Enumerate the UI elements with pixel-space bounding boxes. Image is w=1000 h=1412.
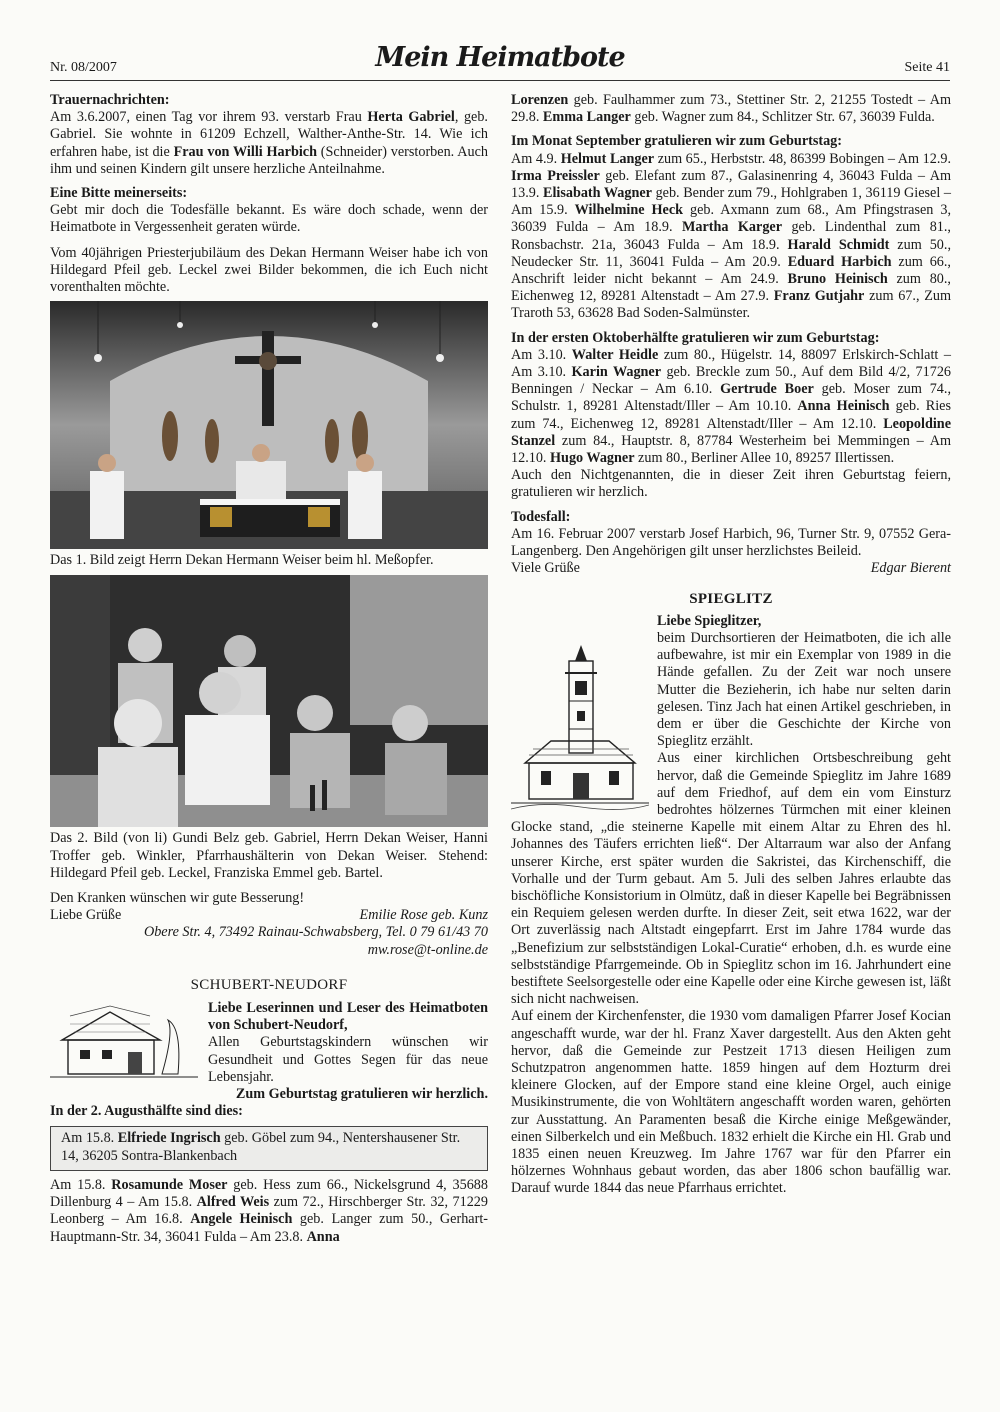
spieglitz-article (511, 613, 951, 1198)
highlight-box (50, 1126, 488, 1170)
tower-sketch-icon (511, 641, 649, 811)
farmhouse-sketch-icon (50, 1002, 198, 1084)
greeting: Liebe Grüße (50, 907, 122, 924)
group-photo-drawing (50, 575, 488, 827)
right-column (511, 92, 951, 1198)
text-september-list: Am 4.9. Helmut Langer zum 65., Herbststr. 48, 86399 Bobingen – Am 12.9. Irma Preissler geb. Elefant zum 87., Galasinenring 4, 36043 Fulda – Am 13.9. Elisabath Wagner geb. Bender zum 79., Hohlgraben 1, 36119 Giesel – Am 15.9. Wilhelmine Heck geb. Axmann zum 68., Am Pfingstrasen 3, 36039 Fulda – Am 18.9. Martha Karger geb. Lindenthal zum 81., Ronsbachstr. 21a, 36043 Fulda – Am 18.9. Harald Schmidt zum 50., Neudecker Str. 11, 36041 Fulda – Am 20.9. Eduard Harbich zum 66., Anschrift leider nicht bekannt – Am 24.9. Bruno Heinisch zum 80., Eichenweg 12, 89281 Altenstadt – Am 27.9. Franz Gutjahr zum 67., Zum Traroth 53, 63628 Bad Soden-Salmünster. (511, 150, 952, 322)
heading-september: Im Monat September gratulieren wir zum Geburtstag: (511, 133, 842, 150)
signature-address: Obere Str. 4, 73492 Rainau-Schwabsberg, Tel. 0 79 61/43 70 (143, 924, 488, 941)
page-number: Seite 41 (904, 60, 950, 75)
issue-number: Nr. 08/2007 (50, 60, 117, 75)
heading-oktober: In der ersten Oktoberhälfte gratulieren wir zum Geburtstag: (511, 329, 880, 346)
heading-august: In der 2. Augusthälfte sind dies: (50, 1103, 243, 1120)
signature-right: Edgar Bierent (870, 560, 951, 577)
section-title-schubert: SCHUBERT-NEUDORF (190, 976, 348, 993)
heading-bitte: Eine Bitte meinerseits: (50, 185, 188, 202)
greeting-right: Viele Grüße (511, 560, 580, 577)
spieglitz-para-1: beim Durchsortieren der Heimatboten, die ich alle aufbewahre, ist mir ein Exemplar von 1989 in die Hände gefallen. Zu der Zeit war noch unsere Mutter die Bezieherin, ich habe nur selten darin gelesen. Tinz Jach hat einen Artikel geschrieben, in dem er über die Geschichte der Kirche von Spieglitz erzählt. (657, 629, 951, 750)
text-todesfall: Am 16. Februar 2007 verstarb Josef Harbich, 96, Turner Str. 9, 07552 Gera-Langenberg. Den Angehörigen gilt unser herzlichstes Beileid. (511, 525, 951, 560)
box-text: Am 15.8. Elfriede Ingrisch geb. Göbel zum 94., Nentershausener Str. 14, 36205 Sontra-Blankenbach (61, 1130, 461, 1164)
heading-todesfall: Todesfall: (511, 508, 571, 525)
schubert-text: Allen Geburtstagskindern wünschen wir Gesundheit und Gottes Segen für das neue Lebensjahr. (208, 1034, 488, 1085)
church-photo-drawing (50, 301, 488, 549)
schubert-congrats: Zum Geburtstag gratulieren wir herzlich. (235, 1086, 488, 1103)
text-jubilaeum: Vom 40jährigen Priesterjubiläum des Dekan Hermann Weiser habe ich von Hildegard Pfeil geb. Leckel zwei Bilder bekommen, die ich Euch nicht vorenthalten möchte. (50, 244, 488, 296)
photo-group (50, 575, 488, 827)
heading-trauer: Trauernachrichten: (50, 92, 170, 108)
photo-church-altar (50, 301, 488, 549)
spieglitz-para-2: Aus einer kirchlichen Ortsbeschreibung geht hervor, daß die Gemeinde Spieglitz im Jahre 1689 auf dem Friedhof, auf dem ein vom Einsturz bedrohtes hölzernes Türmchen mit einer kleinen Glocke stand, „die steinerne Kapelle mit einem Altar zu Ehren des hl. Johannes des Täufers errichten ließ“. Der Altarraum war also der Anfang unserer Kirche, erst später wurden die Sakristei, das Kirchenschiff, die Vorhalle und der Turm gebaut. Am 5. Juli des selben Jahres erlaubte das bischöfliche Konsistorium in Olmütz, daß in dieser Kapelle bei Begräbnissen ein Requiem gelesen werden durfte. In dieser Zeit, seit etwa 1622, war der Ort zuverlässig nach Altstadt eingepfarrt. Erst im Jahre 1784 wurde das „Benefizium zur selbstständigen Lokal-Curatie“ erhoben, d.h. es wurde eine selbstständige Pfarrgemeinde. Ob in Spieglitz schon im 16. Jahrhundert eine bestiftete Seelsorgestelle oder eine Kapelle oder eine Kirche gewesen ist, läßt sich nicht nachweisen. (511, 750, 951, 1008)
text-oktober-list: Am 3.10. Walter Heidle zum 80., Hügelstr. 14, 88097 Erlskirch-Schlatt – Am 3.10. Karin Wagner geb. Breckle zum 50., Auf dem Bild 4/2, 71726 Benningen / Neckar – Am 6.10. Gertrude Boer geb. Moser zum 74., Schulstr. 1, 89281 Altenstadt/Iller – Am 10.10. Anna Heinisch geb. Ries zum 74., Eichenweg 12, 89281 Altenstadt/Iller – Am 12.10. Leopoldine Stanzel zum 84., Hauptstr. 8, 87784 Westerheim bei Memmingen – Am 12.10. Hugo Wagner zum 80., Berliner Allee 10, 89257 Illertissen. (511, 346, 952, 467)
schubert-greeting: Liebe Leserinnen und Leser des Heimatboten von Schubert-Neudorf, (208, 1000, 488, 1034)
spieglitz-greeting: Liebe Spieglitzer, (657, 612, 762, 629)
caption-photo-1: Das 1. Bild zeigt Herrn Dekan Hermann Weiser beim hl. Meßopfer. (50, 552, 434, 569)
spieglitz-para-3: Auf einem der Kirchenfenster, die 1930 vom damaligen Pfarrer Josef Kocian angeschafft wurde, war der hl. Franz Xaver dargestellt. Aus den Akten geht hervor, daß die Gemeinde zur Pestzeit 1713 diesen Heiligen zum Schutzpatron angenommen hatte. 1859 hingen auf dem Hozturm drei kleinere Glocken, auf der Empore stand eine kleine Orgel, auch einige Musikinstrumente, die von Wohltätern angeschafft worden waren, gehörten zur Ausstattung. An Paramenten besaß die Kirche einige Meßgewänder, einen Silberkelch und ein Meßbuch. 1832 erhielt die Kirche ein Hl. Grab und 1835 einen neuen Kreuzweg. Im Jahre 1767 war für den Pfarrer ein hölzernes Wohnhaus gebaut worden, das aber 1806 schon baufällig war. Darauf wurde 1844 das neue Pfarrhaus errichtet. (511, 1008, 951, 1197)
signature-name: Emilie Rose geb. Kunz (359, 907, 488, 924)
text-trauer: Am 3.6.2007, einen Tag vor ihrem 93. verstarb Frau Herta Gabriel, geb. Gabriel. Sie wohnte in 61209 Echzell, Walther-Anthe-Str. 14. Wie ich erfahren habe, ist die Frau von Willi Harbich (Schneider) verstorben. Auch ihm und seinen Kindern gilt unsere herzliche Anteilnahme. (50, 109, 488, 177)
text-bitte: Gebt mir doch die Todesfälle bekannt. Es wäre doch schade, wenn der Heimatbote in Vergessenheit geraten würde. (50, 202, 488, 236)
signature-row-right (511, 560, 951, 577)
caption-photo-2: Das 2. Bild (von li) Gundi Belz geb. Gabriel, Herrn Dekan Weiser, Hanni Troffer geb. Winkler, Pfarrhaushälterin von Dekan Weiser. Stehend: Hildegard Pfeil geb. Leckel, Franziska Emmel geb. Bartel. (50, 830, 488, 881)
text-nichtgenannte: Auch den Nichtgenannten, die in dieser Zeit ihren Geburtstag feiern, gratulieren wir herzlich. (511, 467, 951, 501)
left-column (50, 92, 488, 1246)
text-august-list: Am 15.8. Rosamunde Moser geb. Hess zum 66., Nickelsgrund 4, 35688 Dillenburg 4 – Am 15.8. Alfred Weis zum 72., Hirschberger Str. 32, 71229 Leonberg – Am 16.8. Angele Heinisch geb. Langer zum 50., Gerhart-Hauptmann-Str. 34, 36041 Fulda – Am 23.8. Anna (50, 1176, 488, 1245)
signature-row (50, 907, 488, 924)
page-header (50, 40, 950, 81)
text-kranken: Den Kranken wünschen wir gute Besserung! (50, 890, 305, 907)
signature-email: mw.rose@t-online.de (367, 941, 488, 958)
schubert-intro (50, 1000, 488, 1103)
text-august-continued: Lorenzen geb. Faulhammer zum 73., Stettiner Str. 2, 21255 Tostedt – Am 29.8. Emma Langer geb. Wagner zum 84., Schlitzer Str. 67, 36039 Fulda. (511, 92, 951, 126)
masthead-logo: Mein Heimatbote (375, 42, 625, 73)
section-title-spieglitz: SPIEGLITZ (689, 591, 773, 608)
